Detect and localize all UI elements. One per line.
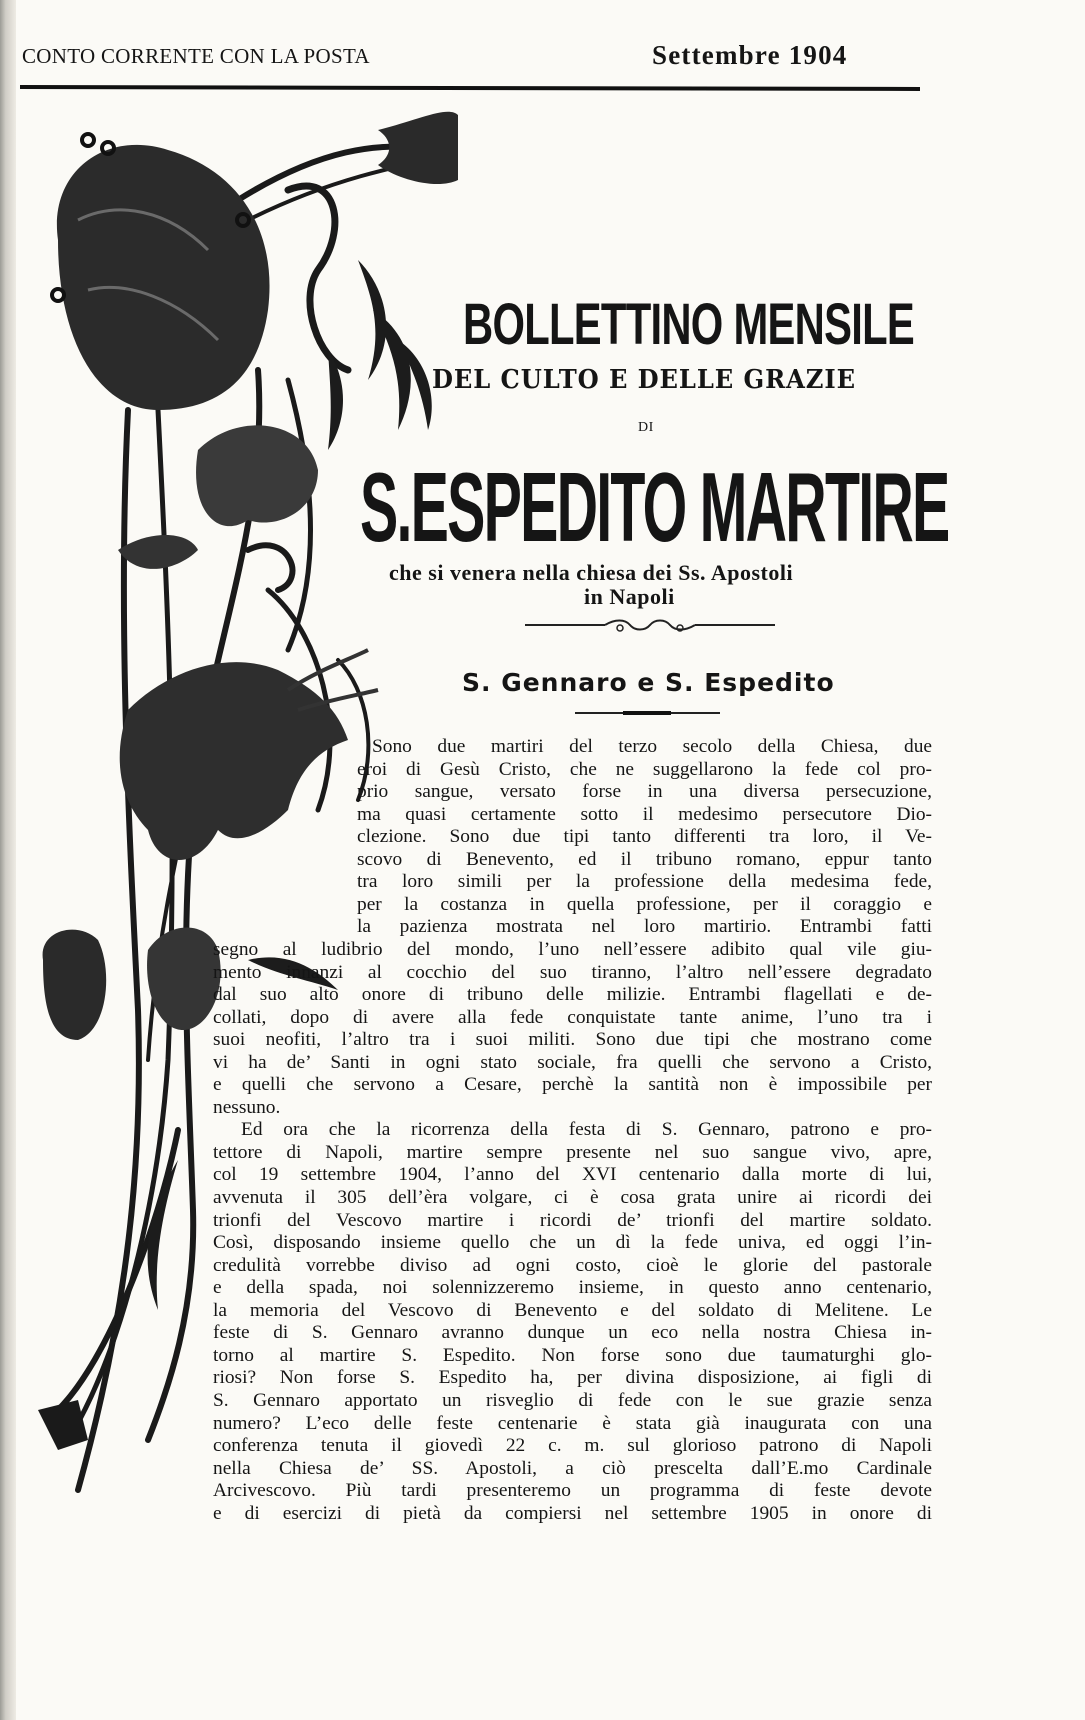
article-line: tettore di Napoli, martire sempre presente nel suo sangue vivo, apre, (213, 1141, 932, 1163)
article-line: avvenuta il 305 dell’èra volgare, ci è cosa grata unire ai ricordi dei (213, 1187, 932, 1208)
article-line: ma quasi certamente sotto il medesimo persecutore Dio- (357, 803, 932, 825)
header-date: Settembre 1904 (652, 40, 848, 70)
flower-bud-small (118, 535, 198, 569)
article-line: nessuno. (213, 1096, 281, 1118)
stem-6 (58, 1130, 178, 1410)
article-line: vi ha de’ Santi in ogni stato sociale, fra quelli che servono a Cristo, (213, 1051, 932, 1073)
root-tuft (38, 1400, 88, 1450)
article-line: numero? L’eco delle feste centenarie è stata già inaugurata con una (213, 1412, 932, 1434)
seed-pod-left (43, 930, 107, 1040)
article-title: S. Gennaro e S. Espedito (462, 668, 835, 697)
article-line: trionfi del Vescovo martire i ricordi de’ trionfi del martire soldato. (213, 1209, 932, 1231)
article-line: scovo di Benevento, ed il tribuno romano, eppur tanto (357, 848, 932, 870)
header-rule (20, 85, 920, 91)
masthead-di: DI (638, 420, 654, 435)
article-title-rule (575, 712, 720, 714)
article-line: tra loro simili per la professione della medesima fede, (357, 871, 932, 893)
flower-top (378, 112, 458, 184)
article-line: col 19 settembre 1904, l’anno del XVI centenario dalla morte di lui, (213, 1164, 932, 1186)
article-line: clezione. Sono due tipi tanto differenti tra loro, il Ve- (357, 826, 932, 848)
article-line: collati, dopo di avere alla fede conquistate tante anime, l’uno tra i (213, 1006, 932, 1028)
article-line: nella Chiesa de’ SS. Apostoli, a ciò prescelta dall’E.mo Cardinale (213, 1457, 932, 1479)
article-line: dal suo alto onore di tribuno delle milizie. Entrambi flagellati e de- (213, 984, 932, 1006)
ornamental-divider (525, 615, 775, 635)
article-line: e quelli che servono a Cesare, perchè la santità non è impossibile per (213, 1074, 932, 1096)
article-line: Arcivescovo. Più tardi presenteremo un programma di feste devote (213, 1480, 932, 1502)
seed-pod-right (147, 928, 221, 1031)
article-line: prio sangue, versato forse in una diversa persecuzione, (357, 781, 932, 803)
article-line: S. Gennaro apportato un risveglio di fede con le sue grazie senza (213, 1389, 932, 1411)
article-line: Sono due martiri del terzo secolo della Chiesa, due (372, 736, 932, 757)
article-line: e della spada, noi solennizzeremo insieme, in questo anno centenario, (213, 1277, 932, 1299)
article-line: torno al martire S. Espedito. Non forse sono due taumaturghi glo- (213, 1344, 932, 1366)
article-line: feste di S. Gennaro avranno dunque un eco nella nostra Chiesa in- (213, 1322, 932, 1344)
lily-flower (120, 662, 348, 860)
masthead-location-line2: in Napoli (584, 584, 675, 609)
curl-2 (248, 545, 292, 590)
article-line: credulità vorrebbe diviso ad ogni costo, cioè le glorie del pastorale (213, 1254, 932, 1276)
masthead-name: S.ESPEDITO MARTIRE (360, 452, 949, 562)
header-account-note: CONTO CORRENTE CON LA POSTA (22, 44, 370, 68)
curl-1 (288, 186, 348, 370)
masthead-title: BOLLETTINO MENSILE (463, 292, 915, 357)
article-line: per la costanza in quella professione, per il coraggio e (357, 893, 932, 915)
masthead-location-line1: che si venera nella chiesa dei Ss. Apostoli (389, 560, 794, 585)
article-line: la memoria del Vescovo di Benevento e del soldato di Melitene. Le (213, 1299, 932, 1321)
article-line: e di esercizi di pietà da compiersi nel settembre 1905 in onore di (213, 1502, 932, 1524)
article-line: Così, disposando insieme quello che un dì la fede univa, ed oggi l’in- (213, 1232, 932, 1254)
article-line: suoi neofiti, l’altro tra i suoi militi. Sono due tipi che mostrano come (213, 1029, 932, 1051)
article-line: segno al ludibrio del mondo, l’uno nell’essere adibito qual vile giu- (213, 938, 932, 960)
article-line: conferenza tenuta il giovedì 22 c. m. sul glorioso patrono di Napoli (213, 1435, 932, 1457)
masthead-subtitle: DEL CULTO E DELLE GRAZIE (432, 365, 856, 395)
article-line: riosi? Non forse S. Espedito ha, per divina disposizione, ai figli di (213, 1367, 932, 1389)
poppy-pod-large (52, 134, 270, 410)
article-line: mento innanzi al cocchio del suo tiranno, l’altro nell’essere degradato (213, 961, 932, 983)
article-line: la pazienza mostrata nel loro martirio. Entrambi fatti (357, 916, 932, 938)
article-line: Ed ora che la ricorrenza della festa di S. Gennaro, patrono e pro- (241, 1119, 932, 1141)
page-edge-shadow (0, 0, 16, 1720)
article-line: eroi di Gesù Cristo, che ne suggellarono la fede col pro- (357, 758, 932, 780)
flower-bud-middle (196, 425, 318, 526)
